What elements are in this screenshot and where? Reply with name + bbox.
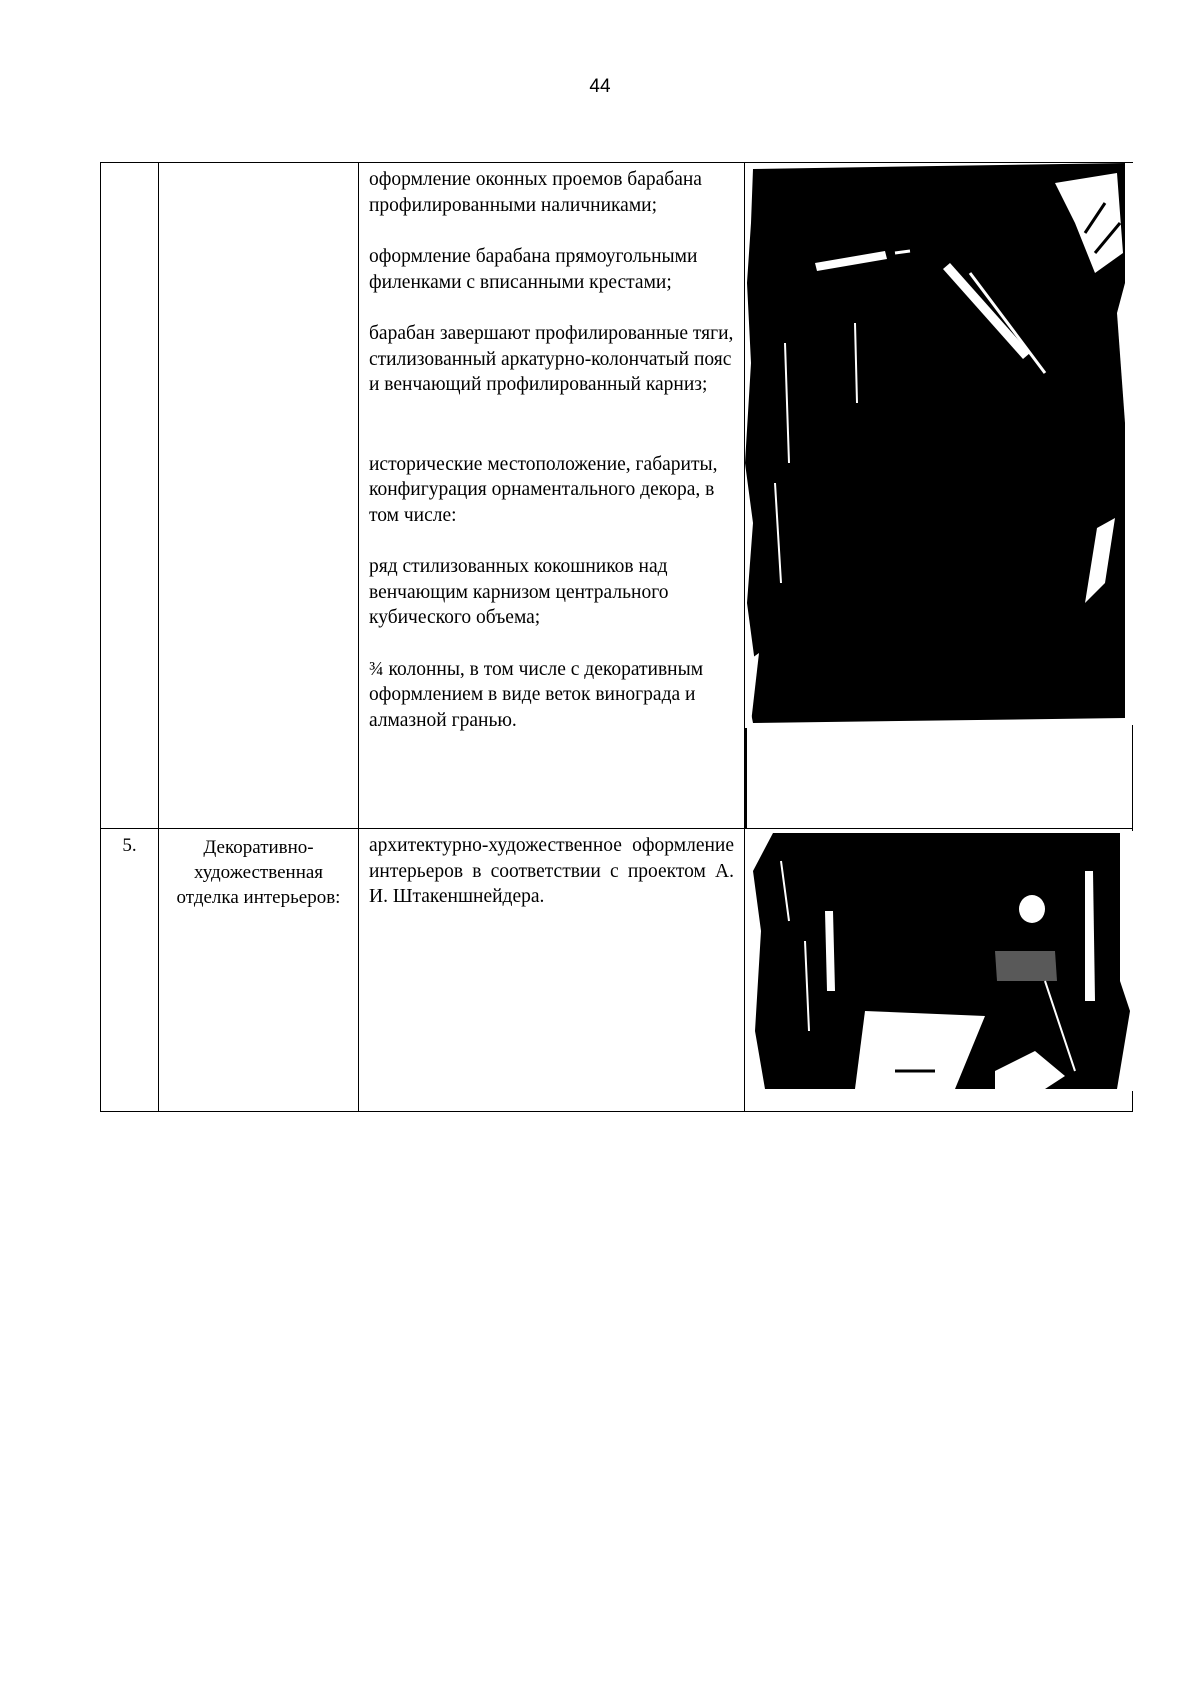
image-border <box>745 728 747 828</box>
description-paragraph: ¾ колонны, в том числе с декоративным оформлением в виде веток винограда и алмазной гранью. <box>369 658 704 731</box>
row-index-cell <box>101 163 159 829</box>
row-name: Декоративно-художественная отделка интерьеров: <box>176 837 341 908</box>
page-number: 44 <box>589 76 611 97</box>
table-row <box>101 163 1133 829</box>
description-cell <box>359 163 745 829</box>
description-paragraph: барабан завершают профилированные тяги, стилизованный аркатурно-колончатый пояс и венчающий профилированный карниз; <box>369 323 734 395</box>
row-index <box>101 163 158 169</box>
row-index-cell <box>101 829 159 1112</box>
photo-cell <box>745 829 1133 1112</box>
description-paragraph: оформление оконных проемов барабана профилированными наличниками; <box>369 169 702 216</box>
description-paragraph: ряд стилизованных кокошников над венчающим карнизом центрального кубического объема; <box>369 556 669 628</box>
description-paragraph: исторические местоположение, габариты, конфигурация орнаментального декора, в том числе: <box>369 453 718 526</box>
row-name <box>159 163 358 169</box>
description-text <box>359 163 744 733</box>
description-paragraph: оформление барабана прямоугольными филенками с вписанными крестами; <box>369 246 698 293</box>
row-name-cell <box>159 163 359 829</box>
interior-hall-photo <box>745 831 1133 1091</box>
row-index: 5. <box>122 835 137 856</box>
table-row <box>101 829 1133 1112</box>
description-paragraph: архитектурно-художественное оформление интерьеров в соответствии с проектом А. И. Штакеншнейдера. <box>369 835 734 907</box>
heritage-table <box>100 162 1133 1112</box>
row-name-cell <box>159 829 359 1112</box>
photo-cell <box>745 163 1133 829</box>
exterior-drum-photo <box>745 163 1133 725</box>
description-text <box>359 829 744 910</box>
description-cell <box>359 829 745 1112</box>
